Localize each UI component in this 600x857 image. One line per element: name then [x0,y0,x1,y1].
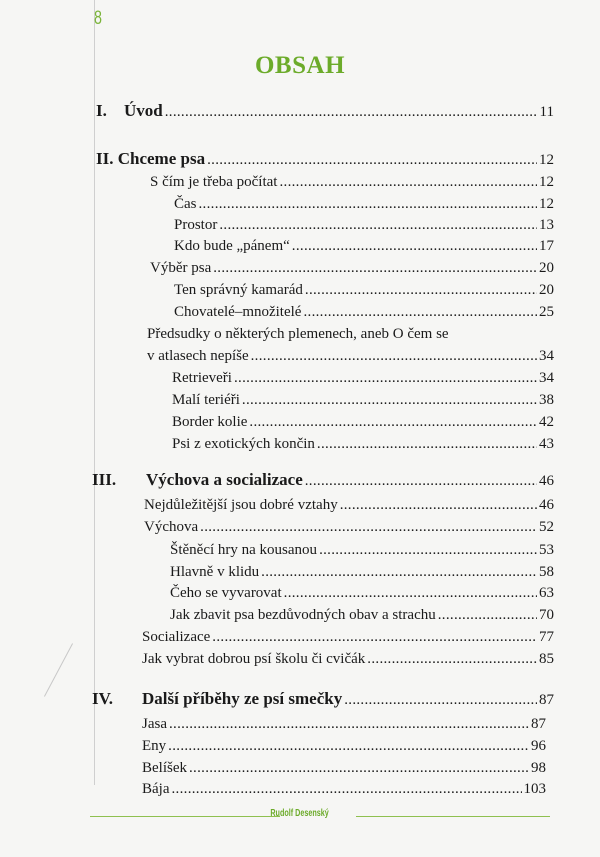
toc-leader [305,281,537,299]
toc-entry[interactable] [170,541,554,559]
toc-label: Belíšek [142,760,187,776]
toc-leader [279,173,537,191]
toc-label: Výchova [144,519,199,535]
toc-label: Eny [142,738,167,754]
toc-page: 13 [539,217,554,233]
toc-page: 11 [539,104,554,120]
toc-page: 43 [539,436,554,452]
toc-entry[interactable] [174,195,554,213]
toc-label: Prostor [174,217,218,233]
toc-page: 46 [539,473,554,489]
toc-leader [438,606,537,624]
toc-label: Čeho se vyvarovat [170,585,282,601]
toc-label: Štěněcí hry na kousanou [170,542,318,558]
toc-leader [200,518,537,536]
toc-leader [367,650,537,668]
toc-leader [292,237,537,255]
toc-leader [261,563,537,581]
toc-page: 20 [539,260,554,276]
toc-label: S čím je třeba počítat [150,174,278,190]
toc-entry[interactable] [170,584,554,602]
chapter-number: I. [96,101,107,120]
toc-label: Ten správný kamarád [174,282,303,298]
toc-label: Výchova a socializace [146,470,303,489]
toc-entry[interactable] [147,325,554,343]
toc-page: 34 [539,370,554,386]
toc-leader [249,413,537,431]
toc-label: Úvod [124,101,163,120]
toc-page: 34 [539,348,554,364]
toc-leader [168,737,529,755]
toc-page: 103 [523,781,546,797]
toc-label: Čas [174,196,197,212]
toc-page: 25 [539,304,554,320]
toc-label: Předsudky o některých plemenech, aneb O čem se [147,326,449,342]
toc-page: 12 [539,174,554,190]
toc-label: Jasa [142,716,167,732]
toc-leader [317,435,537,453]
toc-entry[interactable] [144,518,554,536]
chapter-number: IV. [92,689,113,708]
toc-label: Border kolie [172,414,248,430]
toc-leader [213,259,537,277]
toc-entry[interactable] [174,216,554,234]
toc-leader [207,151,537,169]
toc-chapter[interactable] [124,102,554,121]
toc-entry[interactable] [142,628,554,646]
toc-page: 12 [539,152,554,168]
toc-page: 85 [539,651,554,667]
toc-page: 52 [539,519,554,535]
toc-page: 63 [539,585,554,601]
toc-leader [199,195,538,213]
toc-label: Další příběhy ze psí smečky [142,689,343,708]
toc-label: Chovatelé–množitelé [174,304,302,320]
toc-entry[interactable] [147,347,554,365]
toc-entry[interactable] [150,173,554,191]
toc-label: Chceme psa [117,149,206,168]
toc-leader [219,216,537,234]
toc-label: Jak vybrat dobrou psí školu či cvičák [142,651,366,667]
toc-leader [165,103,538,121]
toc-label: Kdo bude „pánem“ [174,238,290,254]
toc-entry[interactable] [174,237,554,255]
toc-page: 17 [539,238,554,254]
toc-entry[interactable] [172,435,554,453]
toc-label: Nejdůležitější jsou dobré vztahy [144,497,338,513]
toc-entry[interactable] [172,369,554,387]
toc-entry[interactable] [142,650,554,668]
toc-entry[interactable] [172,391,554,409]
toc-chapter[interactable] [96,150,554,169]
toc-leader [251,347,537,365]
toc-label: Jak zbavit psa bezdůvodných obav a strachu [170,607,436,623]
toc-page: 87 [539,692,554,708]
page-number: 8 [94,8,102,29]
toc-page: 70 [539,607,554,623]
toc-leader [172,780,522,798]
toc-page: 87 [531,716,546,732]
toc-chapter[interactable] [142,690,554,709]
toc-entry[interactable] [142,780,546,798]
toc-label: v atlasech nepíše [147,348,249,364]
footer-author: Rudolf Desenský [270,808,330,819]
toc-page: 53 [539,542,554,558]
chapter-number: II. [96,149,114,168]
toc-label: Psi z exotických končin [172,436,315,452]
chapter-number: III. [92,470,117,489]
toc-label: Retrieveři [172,370,232,386]
page-margin-line [94,0,95,785]
toc-page: 58 [539,564,554,580]
toc-leader [189,759,529,777]
toc-leader [303,303,537,321]
toc-entry[interactable] [170,563,554,581]
toc-page: 98 [531,760,546,776]
toc-page: 38 [539,392,554,408]
toc-entry[interactable] [142,759,546,777]
toc-leader [234,369,537,387]
toc-entry[interactable] [174,281,554,299]
page-title: OBSAH [254,52,346,79]
toc-page: 12 [539,196,554,212]
toc-label: Výběr psa [150,260,212,276]
toc-page: 42 [539,414,554,430]
toc-page: 20 [539,282,554,298]
toc-entry[interactable] [174,303,554,321]
toc-leader [242,391,537,409]
toc-leader [319,541,537,559]
toc-label: Hlavně v klidu [170,564,260,580]
toc-chapter[interactable] [146,471,554,490]
toc-page: 96 [531,738,546,754]
pencil-mark [44,643,73,696]
toc-entry[interactable] [142,715,546,733]
toc-entry[interactable] [144,496,554,514]
toc-leader [305,472,537,490]
toc-leader [169,715,529,733]
toc-leader [344,691,537,709]
toc-entry[interactable] [172,413,554,431]
toc-label: Malí teriéři [172,392,240,408]
toc-leader [284,584,537,602]
toc-page: 46 [539,497,554,513]
toc-entry[interactable] [142,737,546,755]
toc-entry[interactable] [150,259,554,277]
toc-label: Bája [142,781,170,797]
toc-leader [212,628,537,646]
toc-page: 77 [539,629,554,645]
toc-leader [340,496,537,514]
toc-label: Socializace [142,629,211,645]
toc-entry[interactable] [170,606,554,624]
